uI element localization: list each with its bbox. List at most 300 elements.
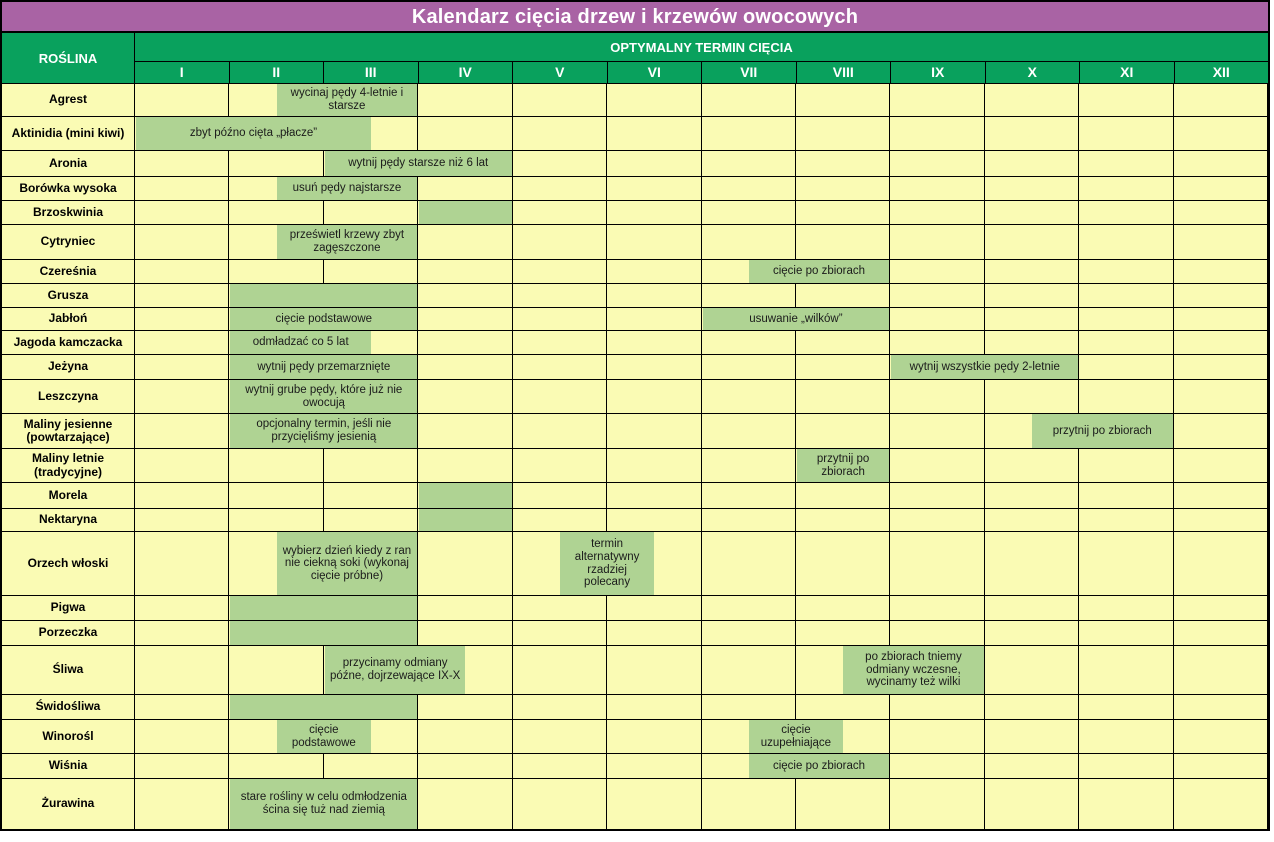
pruning-period-span: przytnij po zbiorach	[1032, 414, 1173, 448]
month-cell	[513, 284, 607, 307]
month-cell	[796, 284, 890, 307]
plant-name: Maliny letnie (tradycyjne)	[2, 449, 135, 482]
month-cell	[702, 331, 796, 354]
plant-name: Porzeczka	[2, 621, 135, 645]
month-cell	[1079, 355, 1173, 379]
plant-name: Morela	[2, 483, 135, 508]
month-cell	[418, 380, 512, 413]
table-row	[2, 84, 1268, 117]
month-cell	[985, 84, 1079, 116]
pruning-period-span	[419, 201, 511, 224]
month-cell	[1079, 695, 1173, 719]
month-cell	[1174, 596, 1268, 620]
month-cells-row	[135, 621, 1268, 645]
month-cell	[985, 483, 1079, 508]
month-cell	[1174, 331, 1268, 354]
plant-name: Orzech włoski	[2, 532, 135, 595]
month-cell	[796, 414, 890, 448]
month-cell	[229, 449, 323, 482]
month-cell	[513, 308, 607, 330]
month-cell	[890, 532, 984, 595]
month-header-VIII: VIII	[797, 62, 892, 83]
pruning-period-span	[419, 509, 511, 531]
month-cell	[985, 284, 1079, 307]
month-cell	[1174, 509, 1268, 531]
month-cell	[985, 331, 1079, 354]
table-row	[2, 754, 1268, 779]
pruning-period-span: wybierz dzień kiedy z ran nie ciekną soki (wykonaj cięcie próbne)	[277, 532, 418, 595]
pruning-period-span: usuń pędy najstarsze	[277, 177, 418, 200]
optimal-term-header: OPTYMALNY TERMIN CIĘCIA	[135, 33, 1268, 62]
month-cell	[890, 621, 984, 645]
month-cell	[513, 201, 607, 224]
month-cell	[607, 260, 701, 283]
table-row	[2, 308, 1268, 331]
month-cell	[796, 509, 890, 531]
month-cell	[513, 414, 607, 448]
month-cell	[513, 449, 607, 482]
month-cell	[513, 596, 607, 620]
month-cell	[513, 509, 607, 531]
month-cell	[135, 509, 229, 531]
month-cell	[890, 483, 984, 508]
plant-name: Wiśnia	[2, 754, 135, 778]
plant-name: Jabłoń	[2, 308, 135, 330]
month-cell	[607, 754, 701, 778]
month-cell	[135, 331, 229, 354]
month-cell	[418, 621, 512, 645]
month-cell	[985, 695, 1079, 719]
month-cell	[890, 596, 984, 620]
month-cell	[796, 84, 890, 116]
month-header-II: II	[230, 62, 325, 83]
month-cell	[1174, 414, 1268, 448]
month-cells-row	[135, 331, 1268, 354]
month-cell	[418, 596, 512, 620]
month-cell	[1174, 695, 1268, 719]
month-cell	[1174, 449, 1268, 482]
month-cell	[1174, 225, 1268, 259]
month-cell	[135, 380, 229, 413]
month-cell	[1079, 117, 1173, 150]
month-cell	[702, 483, 796, 508]
plant-column-header: ROŚLINA	[2, 33, 135, 83]
month-cell	[607, 331, 701, 354]
month-cell	[607, 621, 701, 645]
month-cell	[796, 380, 890, 413]
pruning-period-span: przycinamy odmiany późne, dojrzewające IX-X	[325, 646, 466, 694]
month-cell	[985, 720, 1079, 753]
months-header-block	[135, 33, 1268, 83]
table-row	[2, 177, 1268, 201]
month-cell	[513, 151, 607, 176]
plant-name: Jeżyna	[2, 355, 135, 379]
month-cell	[985, 509, 1079, 531]
plant-name: Borówka wysoka	[2, 177, 135, 200]
month-cell	[702, 84, 796, 116]
pruning-period-span: odmładzać co 5 lat	[230, 331, 371, 354]
month-cell	[1079, 509, 1173, 531]
month-cell	[513, 84, 607, 116]
month-cell	[607, 380, 701, 413]
month-cell	[890, 177, 984, 200]
month-cell	[513, 720, 607, 753]
month-cell	[1079, 177, 1173, 200]
pruning-period-span: przytnij po zbiorach	[797, 449, 889, 482]
month-cell	[324, 260, 418, 283]
month-cell	[135, 355, 229, 379]
month-cell	[890, 284, 984, 307]
month-cell	[1079, 483, 1173, 508]
month-cell	[702, 225, 796, 259]
month-cell	[1079, 331, 1173, 354]
pruning-period-span: cięcie podstawowe	[230, 308, 417, 330]
month-cell	[1174, 308, 1268, 330]
month-cell	[1174, 84, 1268, 116]
month-cell	[1174, 117, 1268, 150]
month-cell	[607, 596, 701, 620]
month-cell	[1079, 646, 1173, 694]
month-cell	[513, 117, 607, 150]
month-cell	[135, 260, 229, 283]
month-cell	[890, 779, 984, 829]
month-cell	[607, 355, 701, 379]
month-cell	[890, 225, 984, 259]
month-cell	[607, 117, 701, 150]
pruning-period-span: termin alternatywny rzadziej polecany	[560, 532, 654, 595]
month-cells-row	[135, 532, 1268, 595]
plant-name: Śliwa	[2, 646, 135, 694]
month-cell	[607, 201, 701, 224]
month-cell	[418, 720, 512, 753]
month-cell	[135, 754, 229, 778]
month-cell	[607, 151, 701, 176]
month-cell	[1079, 754, 1173, 778]
calendar-header	[2, 33, 1268, 84]
month-cell	[1174, 201, 1268, 224]
month-cell	[513, 260, 607, 283]
month-cell	[324, 201, 418, 224]
table-row	[2, 355, 1268, 380]
month-cells-row	[135, 414, 1268, 448]
month-cell	[890, 260, 984, 283]
month-cell	[985, 779, 1079, 829]
month-cell	[890, 117, 984, 150]
month-cell	[702, 201, 796, 224]
month-cell	[985, 754, 1079, 778]
month-cells-row	[135, 483, 1268, 508]
month-header-VII: VII	[702, 62, 797, 83]
month-cell	[890, 308, 984, 330]
month-cell	[1079, 225, 1173, 259]
month-cell	[890, 720, 984, 753]
month-cells-row	[135, 449, 1268, 482]
month-cell	[607, 308, 701, 330]
month-cell	[135, 449, 229, 482]
month-cell	[796, 117, 890, 150]
plant-name: Brzoskwinia	[2, 201, 135, 224]
month-cell	[1174, 380, 1268, 413]
month-cells-row	[135, 754, 1268, 778]
month-cells-row	[135, 117, 1268, 150]
plant-name: Aktinidia (mini kiwi)	[2, 117, 135, 150]
pruning-period-span: wytnij grube pędy, które już nie owocują	[230, 380, 417, 413]
month-cells-row	[135, 779, 1268, 829]
month-cell	[513, 355, 607, 379]
month-cells-row	[135, 225, 1268, 259]
table-row	[2, 260, 1268, 284]
month-cells-row	[135, 380, 1268, 413]
month-cell	[1079, 596, 1173, 620]
month-cell	[702, 117, 796, 150]
month-cell	[1174, 532, 1268, 595]
plant-name: Aronia	[2, 151, 135, 176]
pruning-period-span	[230, 596, 417, 620]
table-row	[2, 284, 1268, 308]
month-cells-row	[135, 695, 1268, 719]
month-cell	[418, 225, 512, 259]
month-cells-row	[135, 84, 1268, 116]
pruning-period-span: cięcie uzupełniające	[749, 720, 843, 753]
month-cell	[985, 260, 1079, 283]
month-cell	[796, 177, 890, 200]
month-cells-row	[135, 260, 1268, 283]
month-cell	[135, 177, 229, 200]
pruning-period-span: wycinaj pędy 4-letnie i starsze	[277, 84, 418, 116]
table-row	[2, 621, 1268, 646]
month-cell	[702, 380, 796, 413]
pruning-period-span: wytnij wszystkie pędy 2-letnie	[891, 355, 1078, 379]
month-cell	[135, 720, 229, 753]
month-cell	[1079, 380, 1173, 413]
month-cell	[985, 308, 1079, 330]
month-cell	[607, 483, 701, 508]
pruning-period-span	[230, 284, 417, 307]
month-cell	[135, 621, 229, 645]
pruning-period-span: po zbiorach tniemy odmiany wczesne, wycinamy też wilki	[843, 646, 984, 694]
month-cell	[607, 779, 701, 829]
month-cell	[513, 225, 607, 259]
month-cell	[702, 355, 796, 379]
month-cell	[796, 695, 890, 719]
month-cell	[229, 754, 323, 778]
plant-name: Cytryniec	[2, 225, 135, 259]
table-row	[2, 117, 1268, 151]
month-cell	[324, 754, 418, 778]
month-cell	[607, 646, 701, 694]
pruning-period-span: zbyt późno cięta „płacze”	[136, 117, 371, 150]
table-row	[2, 201, 1268, 225]
month-cells-row	[135, 308, 1268, 330]
month-cell	[890, 331, 984, 354]
pruning-period-span: opcjonalny termin, jeśli nie przycięliśmy jesienią	[230, 414, 417, 448]
table-row	[2, 532, 1268, 596]
month-cell	[1079, 260, 1173, 283]
month-cell	[796, 331, 890, 354]
month-cell	[796, 201, 890, 224]
month-cell	[702, 621, 796, 645]
month-cell	[985, 151, 1079, 176]
pruning-period-span	[230, 695, 417, 719]
month-cells-row	[135, 646, 1268, 694]
month-cell	[796, 483, 890, 508]
month-cell	[1079, 308, 1173, 330]
month-cell	[607, 414, 701, 448]
month-cell	[229, 201, 323, 224]
month-cell	[324, 483, 418, 508]
pruning-period-span: wytnij pędy starsze niż 6 lat	[325, 151, 512, 176]
month-cell	[607, 720, 701, 753]
pruning-period-span: cięcie podstawowe	[277, 720, 371, 753]
month-cell	[418, 260, 512, 283]
plant-name: Żurawina	[2, 779, 135, 829]
table-row	[2, 509, 1268, 532]
month-cell	[607, 84, 701, 116]
month-cell	[702, 414, 796, 448]
month-cell	[1079, 621, 1173, 645]
month-cell	[702, 532, 796, 595]
month-cell	[513, 754, 607, 778]
month-cell	[702, 646, 796, 694]
month-cell	[135, 414, 229, 448]
month-cell	[890, 84, 984, 116]
month-cell	[1079, 151, 1173, 176]
month-cell	[513, 380, 607, 413]
month-cell	[418, 284, 512, 307]
month-cell	[1079, 284, 1173, 307]
month-cell	[985, 621, 1079, 645]
month-cell	[1174, 621, 1268, 645]
plant-name: Czereśnia	[2, 260, 135, 283]
month-cell	[890, 151, 984, 176]
month-cell	[890, 380, 984, 413]
month-cell	[985, 201, 1079, 224]
table-row	[2, 151, 1268, 177]
month-cell	[1174, 720, 1268, 753]
month-cell	[418, 779, 512, 829]
pruning-period-span	[230, 621, 417, 645]
month-cell	[796, 532, 890, 595]
month-cell	[135, 532, 229, 595]
month-cell	[985, 177, 1079, 200]
plant-name: Pigwa	[2, 596, 135, 620]
month-cell	[985, 596, 1079, 620]
plant-name: Maliny jesienne (powtarzające)	[2, 414, 135, 448]
month-cells-row	[135, 509, 1268, 531]
month-cell	[229, 483, 323, 508]
month-cell	[890, 201, 984, 224]
month-cell	[513, 646, 607, 694]
month-cell	[890, 509, 984, 531]
month-cell	[229, 509, 323, 531]
pruning-period-span: cięcie po zbiorach	[749, 754, 890, 778]
month-cells-row	[135, 596, 1268, 620]
month-cell	[890, 695, 984, 719]
month-header-XI: XI	[1080, 62, 1175, 83]
month-cell	[607, 284, 701, 307]
pruning-period-span: stare rośliny w celu odmłodzenia ścina się tuż nad ziemią	[230, 779, 417, 829]
table-row	[2, 331, 1268, 355]
month-cell	[702, 284, 796, 307]
month-cell	[607, 225, 701, 259]
plant-name: Nektaryna	[2, 509, 135, 531]
month-cell	[796, 621, 890, 645]
month-cell	[1174, 754, 1268, 778]
month-cell	[135, 151, 229, 176]
month-cell	[513, 331, 607, 354]
month-cell	[796, 779, 890, 829]
month-cells-row	[135, 284, 1268, 307]
month-cell	[1079, 449, 1173, 482]
month-cell	[418, 355, 512, 379]
month-cell	[324, 509, 418, 531]
month-cell	[796, 596, 890, 620]
month-cell	[702, 151, 796, 176]
month-cell	[702, 449, 796, 482]
plant-name: Świdośliwa	[2, 695, 135, 719]
month-cell	[1174, 483, 1268, 508]
month-cells-row	[135, 151, 1268, 176]
month-cell	[135, 695, 229, 719]
month-cell	[135, 225, 229, 259]
month-cell	[135, 308, 229, 330]
month-cell	[229, 151, 323, 176]
month-cell	[985, 646, 1079, 694]
plant-name: Jagoda kamczacka	[2, 331, 135, 354]
plant-name: Grusza	[2, 284, 135, 307]
month-cell	[1174, 284, 1268, 307]
month-header-IV: IV	[419, 62, 514, 83]
table-row	[2, 225, 1268, 260]
table-row	[2, 380, 1268, 414]
month-cell	[1174, 151, 1268, 176]
pruning-period-span: usuwanie „wilków”	[703, 308, 890, 330]
month-cell	[1079, 532, 1173, 595]
month-cell	[135, 779, 229, 829]
month-cell	[796, 225, 890, 259]
month-cell	[985, 117, 1079, 150]
calendar-body	[2, 84, 1268, 829]
month-cell	[1174, 260, 1268, 283]
pruning-period-span: prześwietl krzewy zbyt zagęszczone	[277, 225, 418, 259]
month-cell	[1079, 201, 1173, 224]
month-cell	[1174, 779, 1268, 829]
month-cell	[890, 754, 984, 778]
month-cells-row	[135, 177, 1268, 200]
plant-name: Leszczyna	[2, 380, 135, 413]
month-cells-row	[135, 720, 1268, 753]
month-cell	[607, 509, 701, 531]
month-cell	[1079, 779, 1173, 829]
month-cell	[1174, 355, 1268, 379]
plant-name: Winorośl	[2, 720, 135, 753]
month-header-XII: XII	[1175, 62, 1269, 83]
table-row	[2, 646, 1268, 695]
month-cell	[135, 84, 229, 116]
month-header-I: I	[135, 62, 230, 83]
month-cell	[1174, 177, 1268, 200]
month-header-VI: VI	[608, 62, 703, 83]
month-cell	[418, 695, 512, 719]
month-cell	[607, 177, 701, 200]
month-cell	[418, 177, 512, 200]
month-cell	[607, 695, 701, 719]
month-header-row	[135, 62, 1268, 83]
month-cell	[418, 449, 512, 482]
month-cell	[890, 449, 984, 482]
month-header-III: III	[324, 62, 419, 83]
month-header-V: V	[513, 62, 608, 83]
